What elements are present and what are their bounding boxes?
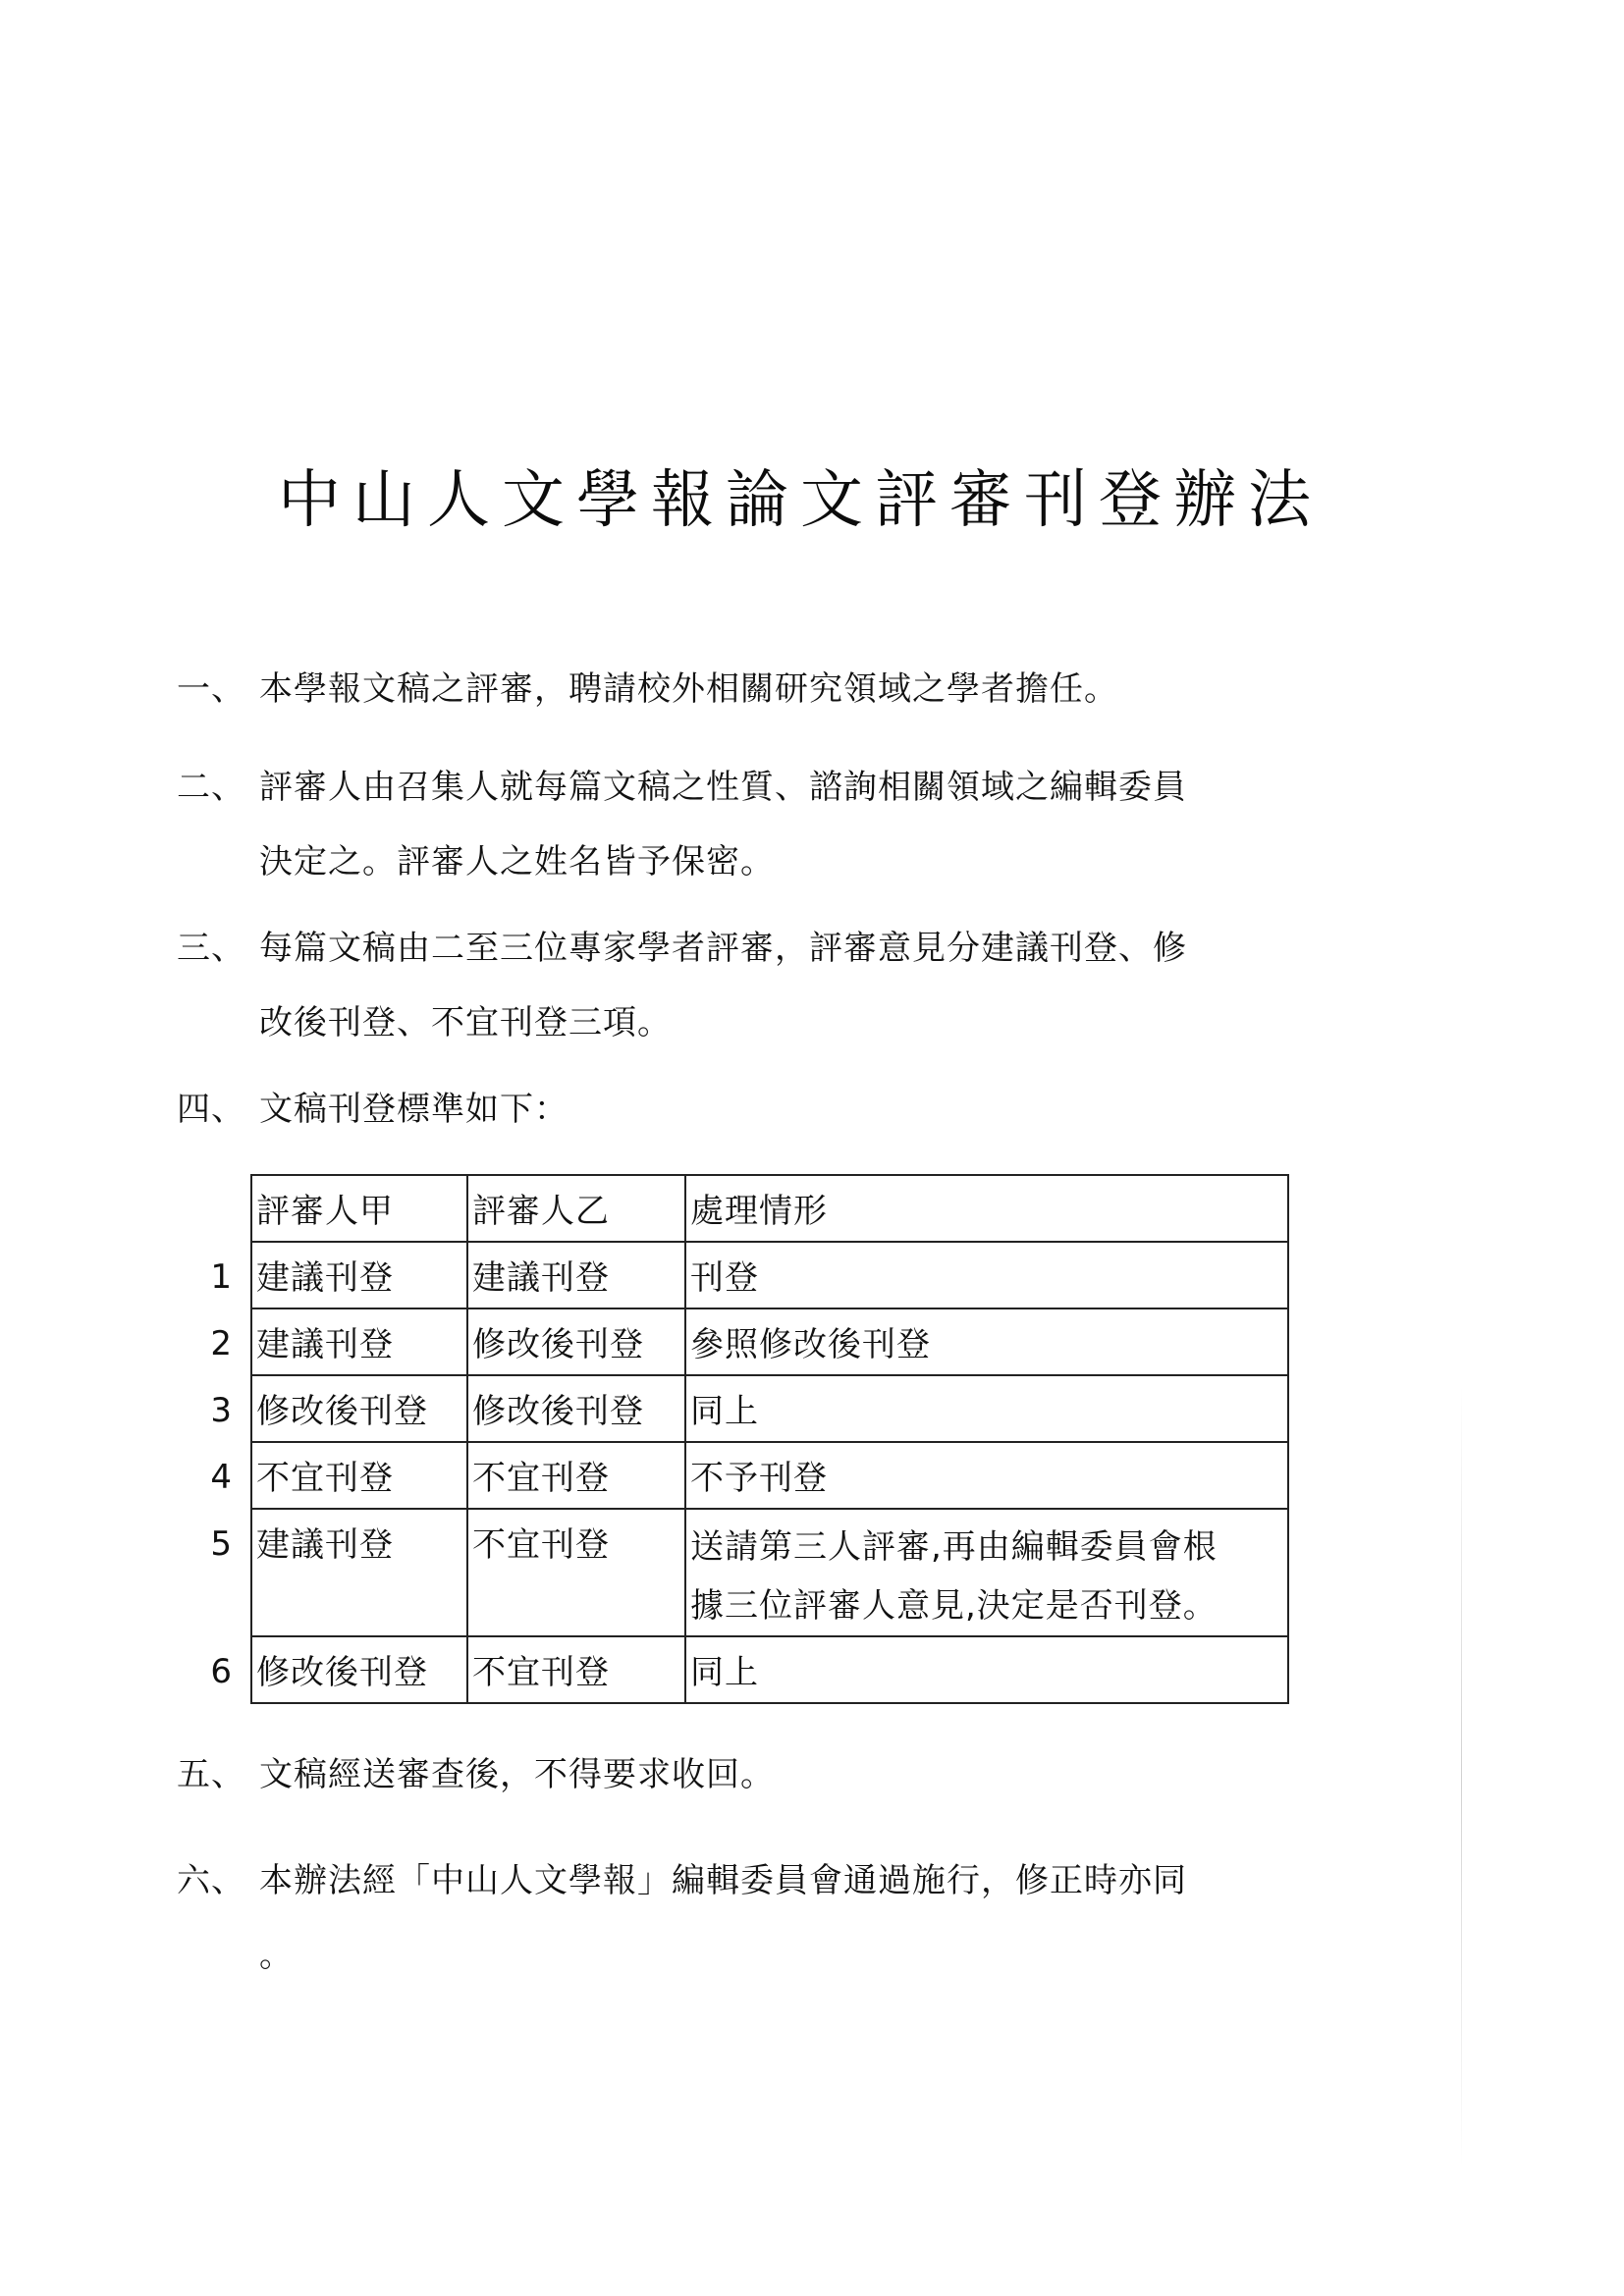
- clause-text: 文稿經送審查後，不得要求收回。: [259, 1755, 775, 1794]
- clause-text: 每篇文稿由二至三位專家學者評審，評審意見分建議刊登、修: [259, 929, 1187, 968]
- clause-5: [177, 1737, 1316, 1812]
- reviewer-a-cell: 建議刊登: [251, 1509, 467, 1636]
- reviewer-b-cell: 不宜刊登: [467, 1636, 685, 1703]
- reviewer-a-cell: 不宜刊登: [251, 1442, 467, 1509]
- table-row: [192, 1636, 1288, 1703]
- clause-number: 五、: [177, 1755, 245, 1794]
- reviewer-b-cell: 不宜刊登: [467, 1442, 685, 1509]
- reviewer-b-cell: 修改後刊登: [467, 1375, 685, 1442]
- table-header-row: [192, 1175, 1288, 1242]
- reviewer-b-cell: 建議刊登: [467, 1242, 685, 1308]
- table-row: [192, 1375, 1288, 1442]
- clause-text: 評審人由召集人就每篇文稿之性質、諮詢相關領域之編輯委員: [259, 768, 1187, 807]
- reviewer-b-cell: 修改後刊登: [467, 1308, 685, 1375]
- clause-number: 三、: [177, 929, 245, 968]
- clause-3: [177, 911, 1316, 1060]
- clause-text-continued: 決定之。評審人之姓名皆予保密。: [259, 842, 775, 881]
- clause-6: [177, 1843, 1316, 1993]
- scan-artifact-line: [1461, 1384, 1462, 2169]
- reviewer-a-cell: 建議刊登: [251, 1308, 467, 1375]
- result-line: 據三位評審人意見,決定是否刊登。: [690, 1586, 1218, 1626]
- table-row: [192, 1242, 1288, 1308]
- reviewer-a-cell: 修改後刊登: [251, 1636, 467, 1703]
- row-index: 4: [210, 1458, 233, 1497]
- clause-text: 文稿刊登標準如下：: [259, 1090, 568, 1129]
- clause-1: [177, 652, 1316, 726]
- row-index: 6: [210, 1652, 233, 1691]
- clause-text: 本學報文稿之評審，聘請校外相關研究領域之學者擔任。: [259, 669, 1118, 709]
- document-title: 中山人文學報論文評審刊登辦法: [278, 464, 1323, 537]
- result-line: 送請第三人評審,再由編輯委員會根: [690, 1527, 1218, 1567]
- row-index: 5: [210, 1524, 233, 1564]
- result-cell: 同上: [685, 1636, 1288, 1703]
- header-result: 處理情形: [685, 1175, 1288, 1242]
- clause-number: 二、: [177, 768, 245, 807]
- clause-number: 一、: [177, 669, 245, 709]
- clause-text-continued: 。: [259, 1936, 294, 1975]
- reviewer-b-cell: 不宜刊登: [467, 1509, 685, 1636]
- table-row: [192, 1509, 1288, 1636]
- clause-text-continued: 改後刊登、不宜刊登三項。: [259, 1003, 672, 1042]
- result-cell: 同上: [685, 1375, 1288, 1442]
- row-index: 2: [210, 1324, 233, 1363]
- clause-4: [177, 1072, 1316, 1147]
- clause-number: 六、: [177, 1861, 245, 1900]
- header-reviewer-a: 評審人甲: [251, 1175, 467, 1242]
- table-row: [192, 1442, 1288, 1509]
- result-cell: 不予刊登: [685, 1442, 1288, 1509]
- table-row: [192, 1308, 1288, 1375]
- row-index: 1: [210, 1257, 233, 1297]
- reviewer-a-cell: 修改後刊登: [251, 1375, 467, 1442]
- row-index-blank: [192, 1175, 251, 1242]
- reviewer-a-cell: 建議刊登: [251, 1242, 467, 1308]
- publication-criteria-table: [192, 1174, 1289, 1704]
- clause-2: [177, 750, 1316, 899]
- clause-number: 四、: [177, 1090, 245, 1129]
- clause-text: 本辦法經「中山人文學報」編輯委員會通過施行，修正時亦同: [259, 1861, 1187, 1900]
- header-reviewer-b: 評審人乙: [467, 1175, 685, 1242]
- result-cell: 刊登: [685, 1242, 1288, 1308]
- row-index: 3: [210, 1391, 233, 1430]
- result-cell: 參照修改後刊登: [685, 1308, 1288, 1375]
- result-cell: [685, 1509, 1288, 1636]
